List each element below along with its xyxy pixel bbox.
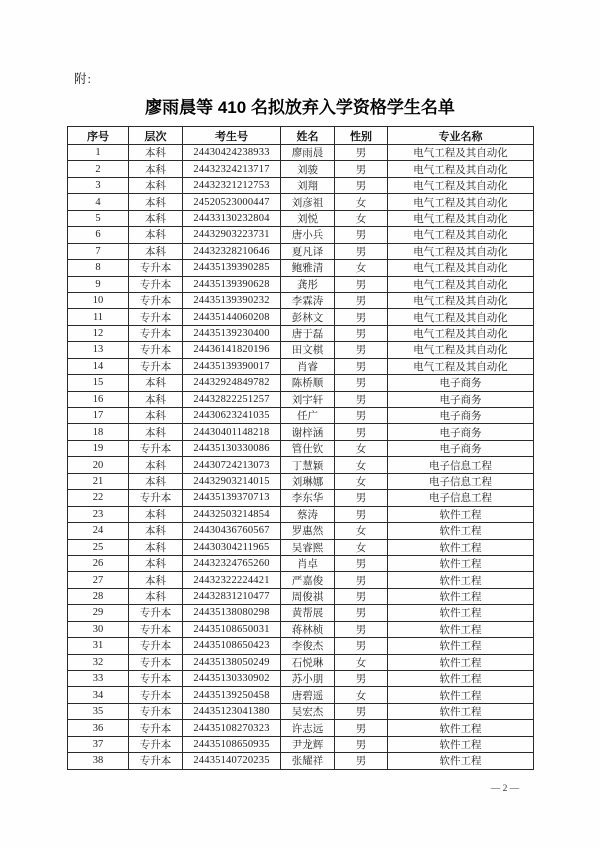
cell-index: 12 <box>68 325 129 341</box>
cell-gender: 男 <box>335 753 388 769</box>
cell-exam-number: 24432328210646 <box>183 243 281 259</box>
table-row <box>68 720 534 736</box>
cell-gender: 男 <box>335 671 388 687</box>
table-row <box>68 572 534 588</box>
cell-exam-number: 24435144060208 <box>183 309 281 325</box>
cell-major: 软件工程 <box>388 506 534 522</box>
cell-level: 本科 <box>129 523 183 539</box>
cell-index: 31 <box>68 638 129 654</box>
cell-gender: 女 <box>335 523 388 539</box>
cell-exam-number: 24435139250458 <box>183 687 281 703</box>
cell-level: 专升本 <box>129 720 183 736</box>
table-row <box>68 424 534 440</box>
cell-exam-number: 24430401148218 <box>183 424 281 440</box>
cell-index: 19 <box>68 440 129 456</box>
cell-major: 软件工程 <box>388 605 534 621</box>
cell-level: 本科 <box>129 210 183 226</box>
cell-index: 28 <box>68 588 129 604</box>
cell-level: 专升本 <box>129 654 183 670</box>
cell-name: 吴睿熙 <box>281 539 335 555</box>
cell-exam-number: 24432903214015 <box>183 473 281 489</box>
cell-index: 20 <box>68 457 129 473</box>
cell-level: 本科 <box>129 473 183 489</box>
cell-exam-number: 24430436760567 <box>183 523 281 539</box>
cell-name: 刘宇轩 <box>281 391 335 407</box>
cell-name: 张耀祥 <box>281 753 335 769</box>
cell-major: 电子商务 <box>388 440 534 456</box>
table-row <box>68 391 534 407</box>
cell-gender: 男 <box>335 292 388 308</box>
cell-gender: 男 <box>335 506 388 522</box>
cell-gender: 男 <box>335 309 388 325</box>
cell-major: 电子信息工程 <box>388 490 534 506</box>
cell-level: 专升本 <box>129 276 183 292</box>
table-row <box>68 506 534 522</box>
cell-exam-number: 24435108650423 <box>183 638 281 654</box>
cell-level: 专升本 <box>129 325 183 341</box>
table-row <box>68 605 534 621</box>
table-row <box>68 555 534 571</box>
cell-gender: 男 <box>335 325 388 341</box>
cell-level: 专升本 <box>129 671 183 687</box>
cell-level: 本科 <box>129 457 183 473</box>
cell-exam-number: 24432903223731 <box>183 227 281 243</box>
cell-index: 34 <box>68 687 129 703</box>
cell-exam-number: 24432321212753 <box>183 177 281 193</box>
cell-name: 苏小朋 <box>281 671 335 687</box>
cell-exam-number: 24435139230400 <box>183 325 281 341</box>
cell-exam-number: 24520523000447 <box>183 194 281 210</box>
cell-name: 唐小兵 <box>281 227 335 243</box>
table-row <box>68 227 534 243</box>
cell-name: 龚彤 <box>281 276 335 292</box>
cell-level: 专升本 <box>129 703 183 719</box>
cell-major: 电气工程及其自动化 <box>388 309 534 325</box>
table-row <box>68 145 534 161</box>
cell-index: 2 <box>68 161 129 177</box>
cell-major: 电气工程及其自动化 <box>388 161 534 177</box>
table-row <box>68 588 534 604</box>
cell-level: 专升本 <box>129 638 183 654</box>
cell-major: 软件工程 <box>388 523 534 539</box>
cell-exam-number: 24435139390285 <box>183 260 281 276</box>
cell-index: 1 <box>68 145 129 161</box>
cell-gender: 男 <box>335 161 388 177</box>
cell-major: 电气工程及其自动化 <box>388 325 534 341</box>
cell-gender: 女 <box>335 440 388 456</box>
cell-gender: 男 <box>335 391 388 407</box>
cell-index: 37 <box>68 736 129 752</box>
cell-level: 本科 <box>129 375 183 391</box>
cell-name: 彭林文 <box>281 309 335 325</box>
cell-gender: 男 <box>335 555 388 571</box>
table-row <box>68 523 534 539</box>
cell-major: 电气工程及其自动化 <box>388 145 534 161</box>
cell-exam-number: 24435130330086 <box>183 440 281 456</box>
cell-index: 35 <box>68 703 129 719</box>
cell-index: 5 <box>68 210 129 226</box>
cell-gender: 男 <box>335 572 388 588</box>
cell-level: 专升本 <box>129 342 183 358</box>
cell-name: 唐于磊 <box>281 325 335 341</box>
column-header-name: 姓名 <box>281 127 335 145</box>
table-row <box>68 210 534 226</box>
cell-index: 22 <box>68 490 129 506</box>
cell-level: 本科 <box>129 424 183 440</box>
cell-major: 电气工程及其自动化 <box>388 210 534 226</box>
cell-major: 软件工程 <box>388 753 534 769</box>
cell-gender: 男 <box>335 736 388 752</box>
table-body <box>68 145 534 770</box>
cell-level: 专升本 <box>129 687 183 703</box>
cell-gender: 男 <box>335 424 388 440</box>
cell-major: 电子商务 <box>388 408 534 424</box>
cell-index: 17 <box>68 408 129 424</box>
cell-name: 鲍雅清 <box>281 260 335 276</box>
cell-gender: 男 <box>335 588 388 604</box>
cell-level: 本科 <box>129 572 183 588</box>
cell-name: 谢梓涵 <box>281 424 335 440</box>
cell-index: 30 <box>68 621 129 637</box>
page-title: 廖雨晨等 410 名拟放弃入学资格学生名单 <box>145 98 455 117</box>
cell-major: 电气工程及其自动化 <box>388 194 534 210</box>
cell-index: 25 <box>68 539 129 555</box>
cell-exam-number: 24432324765260 <box>183 555 281 571</box>
table-header <box>68 127 534 145</box>
cell-index: 10 <box>68 292 129 308</box>
cell-gender: 女 <box>335 654 388 670</box>
cell-gender: 女 <box>335 539 388 555</box>
cell-major: 电子信息工程 <box>388 457 534 473</box>
cell-major: 软件工程 <box>388 687 534 703</box>
attachment-label: 附: <box>74 72 92 86</box>
cell-level: 专升本 <box>129 292 183 308</box>
cell-major: 软件工程 <box>388 703 534 719</box>
cell-index: 13 <box>68 342 129 358</box>
cell-name: 丁慧颖 <box>281 457 335 473</box>
cell-gender: 男 <box>335 145 388 161</box>
table-row <box>68 342 534 358</box>
cell-exam-number: 24435138050249 <box>183 654 281 670</box>
cell-name: 陈桥顺 <box>281 375 335 391</box>
cell-index: 26 <box>68 555 129 571</box>
cell-index: 21 <box>68 473 129 489</box>
cell-gender: 男 <box>335 243 388 259</box>
cell-major: 电气工程及其自动化 <box>388 177 534 193</box>
cell-index: 6 <box>68 227 129 243</box>
cell-name: 严嘉俊 <box>281 572 335 588</box>
cell-exam-number: 24430304211965 <box>183 539 281 555</box>
table-row <box>68 177 534 193</box>
cell-exam-number: 24435139370713 <box>183 490 281 506</box>
column-header-index: 序号 <box>68 127 129 145</box>
cell-gender: 男 <box>335 490 388 506</box>
cell-gender: 男 <box>335 177 388 193</box>
cell-name: 田文棋 <box>281 342 335 358</box>
cell-major: 软件工程 <box>388 736 534 752</box>
cell-gender: 女 <box>335 210 388 226</box>
column-header-major: 专业名称 <box>388 127 534 145</box>
cell-exam-number: 24435139390017 <box>183 358 281 374</box>
cell-level: 本科 <box>129 161 183 177</box>
table-row <box>68 260 534 276</box>
cell-exam-number: 24435130330902 <box>183 671 281 687</box>
cell-level: 本科 <box>129 588 183 604</box>
table-row <box>68 325 534 341</box>
table-row <box>68 309 534 325</box>
cell-index: 4 <box>68 194 129 210</box>
cell-name: 石悦琳 <box>281 654 335 670</box>
cell-gender: 男 <box>335 358 388 374</box>
student-roster-table <box>67 126 534 770</box>
table-row <box>68 292 534 308</box>
cell-index: 23 <box>68 506 129 522</box>
cell-level: 专升本 <box>129 358 183 374</box>
table-row <box>68 736 534 752</box>
cell-exam-number: 24435108650935 <box>183 736 281 752</box>
cell-major: 软件工程 <box>388 621 534 637</box>
cell-major: 软件工程 <box>388 555 534 571</box>
cell-index: 24 <box>68 523 129 539</box>
cell-index: 18 <box>68 424 129 440</box>
cell-name: 罗惠然 <box>281 523 335 539</box>
cell-exam-number: 24432822251257 <box>183 391 281 407</box>
cell-gender: 男 <box>335 375 388 391</box>
cell-major: 电气工程及其自动化 <box>388 292 534 308</box>
cell-major: 电气工程及其自动化 <box>388 260 534 276</box>
cell-gender: 男 <box>335 605 388 621</box>
table-row <box>68 440 534 456</box>
table-row <box>68 276 534 292</box>
cell-level: 本科 <box>129 555 183 571</box>
cell-major: 电子商务 <box>388 424 534 440</box>
cell-index: 8 <box>68 260 129 276</box>
cell-major: 软件工程 <box>388 654 534 670</box>
column-header-gender: 性别 <box>335 127 388 145</box>
cell-exam-number: 24432322224421 <box>183 572 281 588</box>
cell-index: 14 <box>68 358 129 374</box>
cell-level: 本科 <box>129 243 183 259</box>
cell-gender: 男 <box>335 408 388 424</box>
cell-major: 软件工程 <box>388 539 534 555</box>
cell-index: 27 <box>68 572 129 588</box>
cell-level: 专升本 <box>129 736 183 752</box>
cell-major: 电气工程及其自动化 <box>388 243 534 259</box>
cell-gender: 女 <box>335 194 388 210</box>
cell-name: 肖卓 <box>281 555 335 571</box>
cell-major: 电气工程及其自动化 <box>388 358 534 374</box>
cell-level: 专升本 <box>129 605 183 621</box>
cell-exam-number: 24432503214854 <box>183 506 281 522</box>
cell-gender: 女 <box>335 687 388 703</box>
cell-exam-number: 24435108650031 <box>183 621 281 637</box>
table-row <box>68 490 534 506</box>
cell-level: 专升本 <box>129 309 183 325</box>
cell-level: 本科 <box>129 506 183 522</box>
cell-exam-number: 24435139390628 <box>183 276 281 292</box>
cell-exam-number: 24430424238933 <box>183 145 281 161</box>
cell-major: 软件工程 <box>388 671 534 687</box>
cell-level: 本科 <box>129 194 183 210</box>
cell-name: 李俊杰 <box>281 638 335 654</box>
cell-index: 7 <box>68 243 129 259</box>
cell-exam-number: 24432831210477 <box>183 588 281 604</box>
cell-exam-number: 24432324213717 <box>183 161 281 177</box>
cell-name: 黄帮展 <box>281 605 335 621</box>
cell-name: 刘骏 <box>281 161 335 177</box>
column-header-exam-number: 考生号 <box>183 127 281 145</box>
cell-name: 尹龙辉 <box>281 736 335 752</box>
cell-gender: 男 <box>335 342 388 358</box>
cell-level: 专升本 <box>129 753 183 769</box>
cell-level: 专升本 <box>129 260 183 276</box>
table-row <box>68 753 534 769</box>
cell-level: 本科 <box>129 177 183 193</box>
cell-major: 软件工程 <box>388 588 534 604</box>
cell-level: 本科 <box>129 391 183 407</box>
cell-name: 廖雨晨 <box>281 145 335 161</box>
cell-gender: 男 <box>335 227 388 243</box>
cell-index: 33 <box>68 671 129 687</box>
cell-name: 蔡涛 <box>281 506 335 522</box>
cell-exam-number: 24435108270323 <box>183 720 281 736</box>
cell-major: 电子信息工程 <box>388 473 534 489</box>
cell-gender: 男 <box>335 720 388 736</box>
cell-name: 刘悦 <box>281 210 335 226</box>
table-row <box>68 161 534 177</box>
cell-exam-number: 24435140720235 <box>183 753 281 769</box>
cell-major: 电气工程及其自动化 <box>388 342 534 358</box>
cell-index: 9 <box>68 276 129 292</box>
cell-major: 电气工程及其自动化 <box>388 227 534 243</box>
table-row <box>68 473 534 489</box>
cell-exam-number: 24436141820196 <box>183 342 281 358</box>
cell-name: 吴宏杰 <box>281 703 335 719</box>
cell-name: 管仕钦 <box>281 440 335 456</box>
table-row <box>68 654 534 670</box>
cell-index: 15 <box>68 375 129 391</box>
cell-level: 本科 <box>129 227 183 243</box>
table-row <box>68 703 534 719</box>
cell-major: 软件工程 <box>388 572 534 588</box>
cell-index: 38 <box>68 753 129 769</box>
cell-exam-number: 24435139390232 <box>183 292 281 308</box>
cell-gender: 男 <box>335 703 388 719</box>
table-row <box>68 687 534 703</box>
table-row <box>68 457 534 473</box>
cell-major: 电气工程及其自动化 <box>388 276 534 292</box>
cell-index: 16 <box>68 391 129 407</box>
cell-name: 周俊祺 <box>281 588 335 604</box>
cell-level: 本科 <box>129 539 183 555</box>
cell-name: 任广 <box>281 408 335 424</box>
cell-level: 本科 <box>129 408 183 424</box>
cell-gender: 女 <box>335 260 388 276</box>
table-row <box>68 539 534 555</box>
cell-gender: 女 <box>335 473 388 489</box>
cell-index: 29 <box>68 605 129 621</box>
table-row <box>68 408 534 424</box>
cell-gender: 男 <box>335 621 388 637</box>
cell-name: 蒋林桢 <box>281 621 335 637</box>
cell-exam-number: 24435138080298 <box>183 605 281 621</box>
cell-exam-number: 24433130232804 <box>183 210 281 226</box>
cell-gender: 男 <box>335 276 388 292</box>
table-row <box>68 194 534 210</box>
table-row <box>68 358 534 374</box>
cell-major: 电子商务 <box>388 375 534 391</box>
table-header-row <box>68 127 534 145</box>
table-row <box>68 621 534 637</box>
cell-level: 专升本 <box>129 440 183 456</box>
page-number: — 2 — <box>490 784 520 794</box>
cell-name: 刘琳娜 <box>281 473 335 489</box>
cell-gender: 女 <box>335 457 388 473</box>
cell-major: 软件工程 <box>388 720 534 736</box>
table-row <box>68 671 534 687</box>
cell-level: 本科 <box>129 145 183 161</box>
cell-level: 专升本 <box>129 490 183 506</box>
cell-index: 36 <box>68 720 129 736</box>
cell-exam-number: 24430623241035 <box>183 408 281 424</box>
cell-name: 唐碧遥 <box>281 687 335 703</box>
cell-gender: 男 <box>335 638 388 654</box>
cell-name: 夏凡译 <box>281 243 335 259</box>
table-row <box>68 243 534 259</box>
cell-name: 刘彦祖 <box>281 194 335 210</box>
cell-exam-number: 24435123041380 <box>183 703 281 719</box>
cell-major: 电子商务 <box>388 391 534 407</box>
cell-exam-number: 24432924849782 <box>183 375 281 391</box>
table-row <box>68 638 534 654</box>
column-header-level: 层次 <box>129 127 183 145</box>
cell-index: 32 <box>68 654 129 670</box>
cell-exam-number: 24430724213073 <box>183 457 281 473</box>
cell-name: 李东华 <box>281 490 335 506</box>
cell-name: 李霖涛 <box>281 292 335 308</box>
cell-level: 专升本 <box>129 621 183 637</box>
cell-index: 11 <box>68 309 129 325</box>
cell-index: 3 <box>68 177 129 193</box>
table-row <box>68 375 534 391</box>
cell-name: 肖睿 <box>281 358 335 374</box>
cell-name: 许志远 <box>281 720 335 736</box>
cell-major: 软件工程 <box>388 638 534 654</box>
cell-name: 刘翔 <box>281 177 335 193</box>
